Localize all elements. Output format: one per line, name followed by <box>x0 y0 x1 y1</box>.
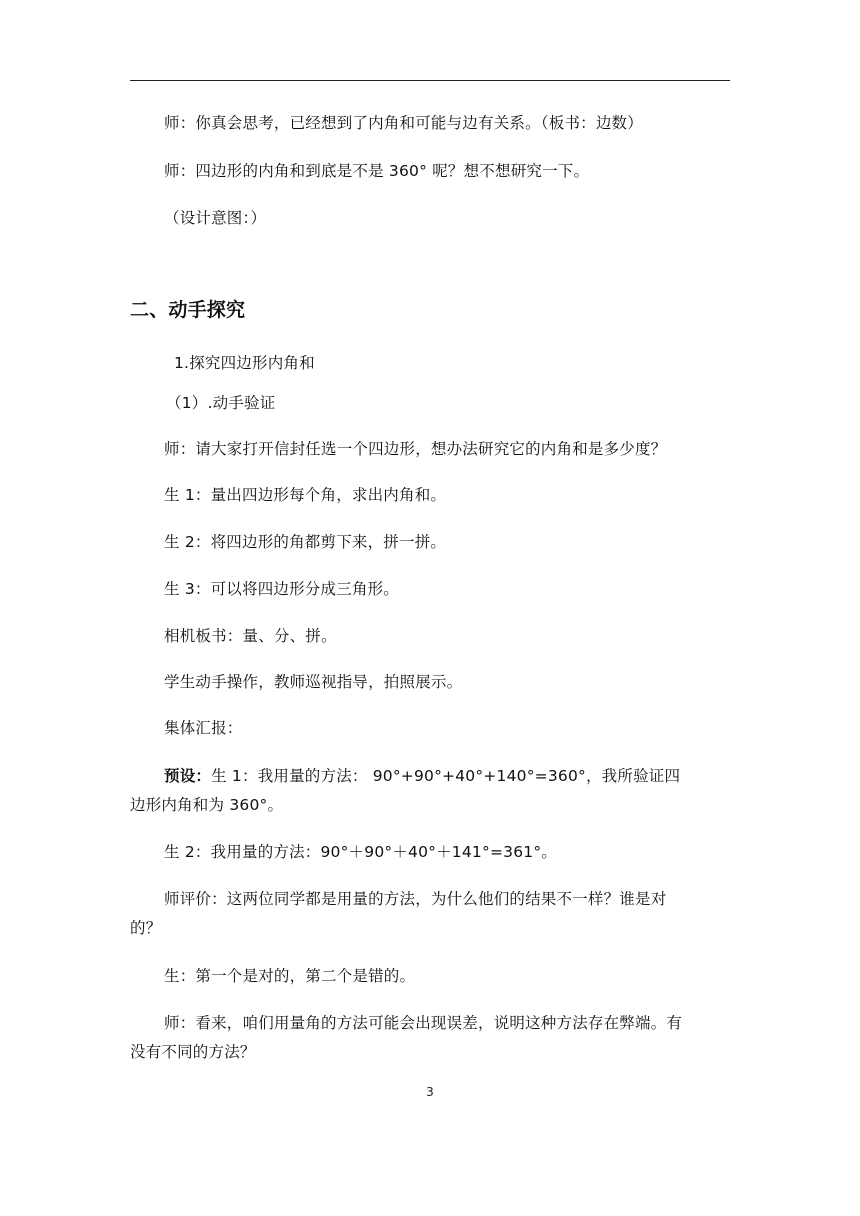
page-number: 3 <box>426 1085 434 1099</box>
header-rule <box>130 80 730 81</box>
paragraph-preset-2: 生 2：我用量的方法：90°＋90°＋40°＋141°=361°。 <box>164 843 557 861</box>
paragraph-student-3: 生 3：可以将四边形分成三角形。 <box>164 580 399 598</box>
paragraph-teacher-praise: 师：你真会思考，已经想到了内角和可能与边有关系。（板书：边数） <box>164 114 643 132</box>
section-heading: 二、动手探究 <box>130 299 246 321</box>
paragraph-group-report: 集体汇报： <box>164 719 243 737</box>
paragraph-student-activity: 学生动手操作，教师巡视指导，拍照展示。 <box>164 673 463 691</box>
paragraph-student-answer: 生：第一个是对的，第二个是错的。 <box>164 967 416 985</box>
paragraph-teacher-evaluation-cont: 的？ <box>130 919 162 937</box>
paragraph-teacher-conclusion: 师：看来，咱们用量角的方法可能会出现误差，说明这种方法存在弊端。有 <box>164 1014 683 1032</box>
paragraph-design-intent: （设计意图：） <box>164 209 267 227</box>
preset-label: 预设： <box>164 767 212 785</box>
paragraph-teacher-instruction: 师：请大家打开信封任选一个四边形，想办法研究它的内角和是多少度？ <box>164 440 667 458</box>
subheading-explore-angles: 1.探究四边形内角和 <box>174 354 315 372</box>
paragraph-student-2: 生 2：将四边形的角都剪下来，拼一拼。 <box>164 533 447 551</box>
paragraph-teacher-question: 师：四边形的内角和到底是不是 360° 呢？想不想研究一下。 <box>164 162 590 180</box>
paragraph-board-notes: 相机板书：量、分、拼。 <box>164 627 337 645</box>
paragraph-preset-1 <box>130 766 730 786</box>
preset-text: 生 1：我用量的方法： 90°+90°+40°+140°=360°，我所验证四 <box>211 767 681 785</box>
subheading-hands-on: （1）.动手验证 <box>166 394 276 412</box>
paragraph-student-1: 生 1：量出四边形每个角，求出内角和。 <box>164 486 447 504</box>
paragraph-teacher-conclusion-cont: 没有不同的方法？ <box>130 1043 256 1061</box>
paragraph-preset-1-cont: 边形内角和为 360°。 <box>130 796 284 814</box>
paragraph-teacher-evaluation: 师评价：这两位同学都是用量的方法，为什么他们的结果不一样？谁是对 <box>164 890 667 908</box>
